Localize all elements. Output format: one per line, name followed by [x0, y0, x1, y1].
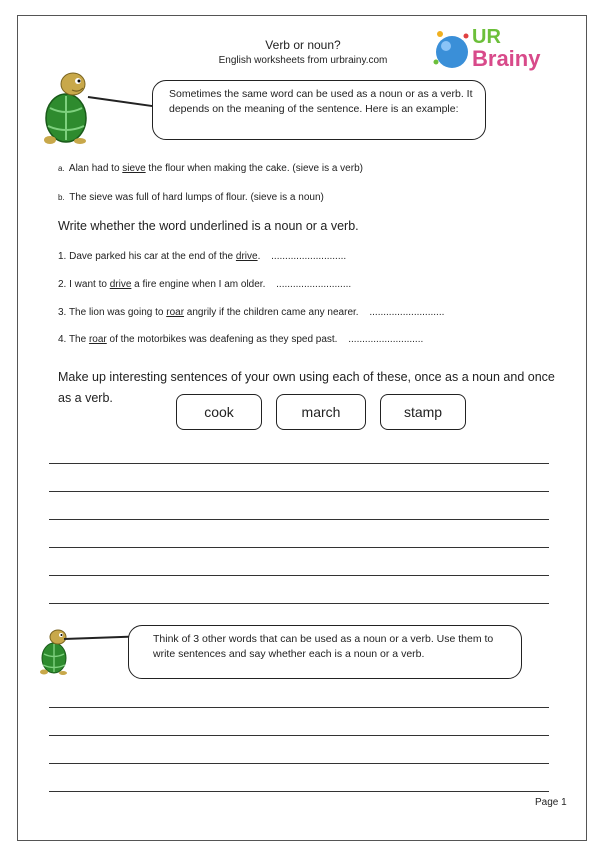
underlined-word: roar: [166, 307, 185, 318]
underlined-word: drive: [109, 279, 132, 290]
word-box-cook: cook: [176, 394, 262, 430]
answer-line[interactable]: ...........................: [348, 334, 424, 345]
underlined-word: drive: [235, 251, 258, 262]
writing-line[interactable]: [49, 491, 549, 492]
page-number: Page 1: [535, 797, 567, 808]
task-instruction: Make up interesting sentences of your own using each of these, once as a noun and once as a verb.: [58, 370, 555, 405]
question-text: angrily if the children came any nearer.: [184, 307, 359, 318]
bottom-speech-bubble: Think of 3 other words that can be used as a noun or a verb. Use them to write sentences and say whether each is a noun or a verb.: [128, 625, 522, 679]
answer-line[interactable]: ...........................: [369, 307, 445, 318]
writing-line[interactable]: [49, 763, 549, 764]
writing-line[interactable]: [49, 575, 549, 576]
question-2: [58, 279, 351, 290]
question-text: of the motorbikes was deafening as they sped past.: [106, 334, 338, 345]
word-box-march: march: [276, 394, 366, 430]
question-number: 4.: [58, 334, 67, 345]
turtle-icon: [34, 626, 74, 676]
page-subtitle: English worksheets from urbrainy.com: [218, 55, 388, 66]
writing-line[interactable]: [49, 547, 549, 548]
example-b: [58, 192, 324, 203]
question-text: The lion was going to: [68, 307, 167, 318]
question-4: [58, 334, 423, 345]
turtle-icon: [36, 64, 92, 144]
question-number: 1.: [58, 251, 67, 262]
instruction: Write whether the word underlined is a noun or a verb.: [58, 219, 359, 233]
example-text: the flour when making the cake. (sieve is a verb): [145, 163, 363, 174]
example-a: [58, 163, 363, 174]
writing-line[interactable]: [49, 707, 549, 708]
word-box-stamp: stamp: [380, 394, 466, 430]
example-text: The sieve was full of hard lumps of flour. (sieve is a noun): [69, 192, 324, 203]
question-text: The: [68, 334, 89, 345]
question-3: [58, 307, 444, 318]
example-text: Alan had to: [68, 163, 123, 174]
question-text: a fire engine when I am older.: [131, 279, 266, 290]
question-text: Dave parked his car at the end of the: [69, 251, 236, 262]
logo-text-ur: UR: [472, 26, 501, 48]
writing-line[interactable]: [49, 519, 549, 520]
answer-line[interactable]: ...........................: [271, 251, 347, 262]
logo-ball-icon: [432, 28, 472, 72]
logo-text-brainy: Brainy: [472, 46, 541, 71]
writing-line[interactable]: [49, 791, 549, 792]
answer-line[interactable]: ...........................: [276, 279, 352, 290]
writing-line[interactable]: [49, 735, 549, 736]
underlined-word: roar: [88, 334, 107, 345]
urbrainy-logo: [432, 26, 552, 76]
intro-speech-bubble: Sometimes the same word can be used as a noun or as a verb. It depends on the meaning of the sentence. Here is an example:: [152, 80, 486, 140]
question-text: I want to: [69, 279, 110, 290]
page-title: Verb or noun?: [265, 38, 341, 52]
example-label: a.: [58, 164, 65, 173]
question-text: .: [257, 251, 261, 262]
question-number: 2.: [58, 279, 67, 290]
example-label: b.: [58, 193, 65, 202]
writing-line[interactable]: [49, 603, 549, 604]
question-number: 3.: [58, 307, 67, 318]
underlined-word: sieve: [122, 163, 146, 174]
question-1: [58, 251, 346, 262]
writing-line[interactable]: [49, 463, 549, 464]
